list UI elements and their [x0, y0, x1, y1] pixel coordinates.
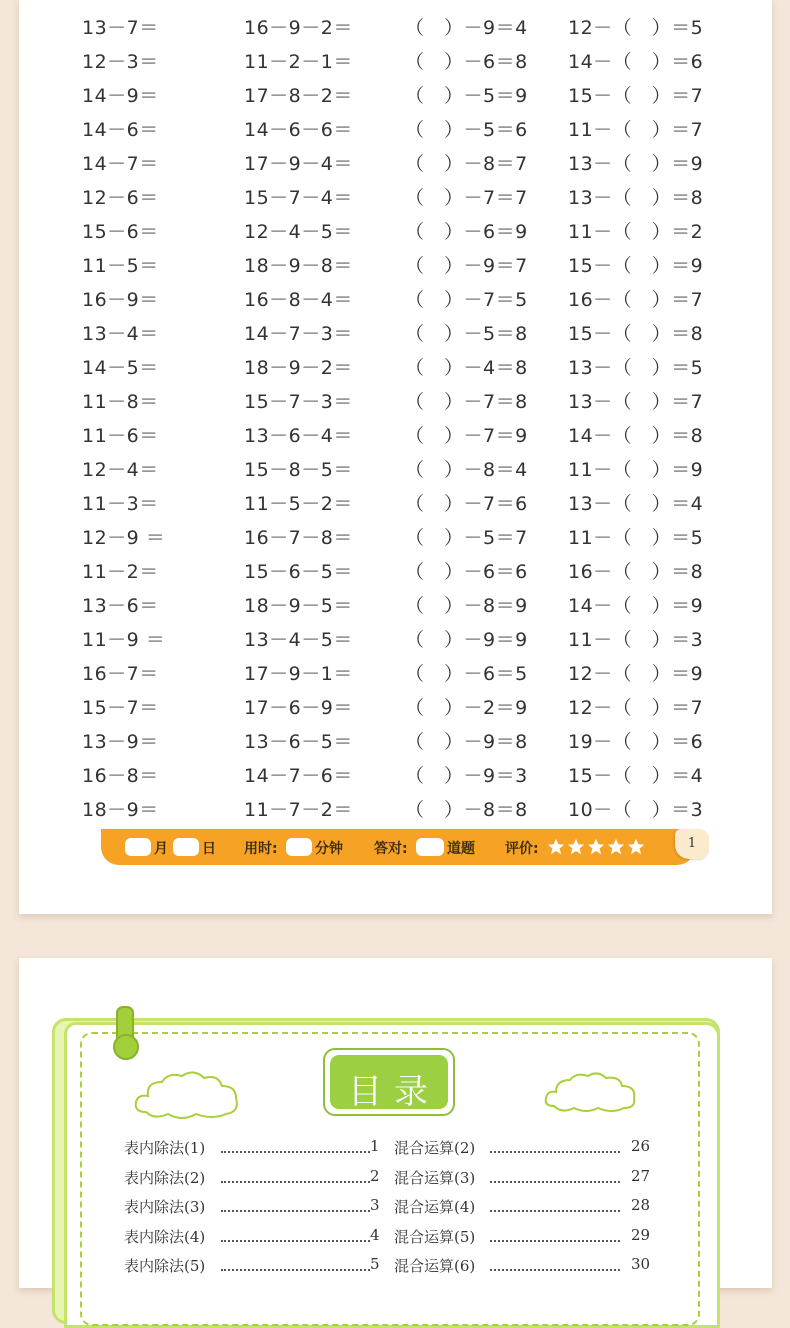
- toc-entry-label: 混合运算(4): [394, 1198, 476, 1216]
- toc-entry-label: 混合运算(5): [394, 1227, 476, 1246]
- problem-col3-row-9: （ ）－7＝5: [405, 289, 528, 311]
- toc-leader-dots: [221, 1210, 370, 1212]
- toc-leader-dots: [221, 1181, 370, 1183]
- month-input-box[interactable]: [125, 838, 151, 856]
- problem-col1-row-15: 11－3＝: [82, 493, 159, 515]
- problem-col4-row-9: 16－（ ）＝7: [568, 289, 704, 311]
- problem-col4-row-21: 12－（ ）＝7: [568, 697, 704, 719]
- page-number-tab: [675, 829, 709, 859]
- problem-col2-row-1: 16－9－2＝: [244, 17, 353, 39]
- rating-label: 评价:: [505, 841, 539, 857]
- rating-star-icon[interactable]: [567, 838, 585, 856]
- problem-col1-row-4: 14－6＝: [82, 119, 159, 141]
- problem-col3-row-15: （ ）－7＝6: [405, 493, 528, 515]
- problem-col1-row-9: 16－9＝: [82, 289, 159, 311]
- problem-col1-row-8: 11－5＝: [82, 255, 159, 277]
- problem-col1-row-22: 13－9＝: [82, 731, 159, 753]
- problem-col3-row-1: （ ）－9＝4: [405, 17, 528, 39]
- problem-col3-row-16: （ ）－5＝7: [405, 527, 528, 549]
- toc-leader-dots: [490, 1181, 620, 1183]
- problem-col1-row-2: 12－3＝: [82, 51, 159, 73]
- problem-col2-row-15: 11－5－2＝: [244, 493, 353, 515]
- problem-col3-row-14: （ ）－8＝4: [405, 459, 528, 481]
- toc-entry-page: 5: [370, 1255, 380, 1273]
- day-input-box[interactable]: [173, 838, 199, 856]
- problem-col4-row-24: 10－（ ）＝3: [568, 799, 704, 821]
- problem-col1-row-11: 14－5＝: [82, 357, 159, 379]
- problem-col3-row-10: （ ）－5＝8: [405, 323, 528, 345]
- problem-col4-row-8: 15－（ ）＝9: [568, 255, 704, 277]
- toc-entry-page: 27: [631, 1166, 651, 1185]
- time-label: 用时:: [244, 841, 278, 857]
- problem-col4-row-16: 11－（ ）＝5: [568, 527, 704, 549]
- problem-col2-row-8: 18－9－8＝: [244, 255, 353, 277]
- problem-col2-row-14: 15－8－5＝: [244, 459, 353, 481]
- problem-col1-row-16: 12－9 ＝: [82, 527, 166, 549]
- problem-col3-row-20: （ ）－6＝5: [405, 663, 528, 685]
- problem-col2-row-6: 15－7－4＝: [244, 187, 353, 209]
- problem-col2-row-11: 18－9－2＝: [244, 357, 353, 379]
- problem-col3-row-19: （ ）－9＝9: [405, 629, 528, 651]
- toc-leader-dots: [221, 1151, 370, 1153]
- problem-col3-row-22: （ ）－9＝8: [405, 731, 528, 753]
- toc-title: 目录: [348, 1072, 440, 1112]
- toc-entry-page: 28: [631, 1196, 651, 1214]
- problem-col1-row-14: 12－4＝: [82, 459, 159, 481]
- problem-col1-row-7: 15－6＝: [82, 221, 159, 243]
- problem-col4-row-1: 12－（ ）＝5: [568, 17, 704, 39]
- problem-col2-row-13: 13－6－4＝: [244, 425, 353, 447]
- problem-col2-row-7: 12－4－5＝: [244, 221, 353, 243]
- problem-col3-row-12: （ ）－7＝8: [405, 391, 528, 413]
- problem-col1-row-21: 15－7＝: [82, 697, 159, 719]
- problem-col4-row-23: 15－（ ）＝4: [568, 765, 704, 787]
- toc-leader-dots: [490, 1240, 620, 1242]
- problem-col3-row-23: （ ）－9＝3: [405, 765, 528, 787]
- problem-col2-row-2: 11－2－1＝: [244, 51, 353, 73]
- problem-col3-row-21: （ ）－2＝9: [405, 697, 528, 719]
- minutes-label: 分钟: [315, 841, 343, 857]
- toc-entry-label: 混合运算(3): [394, 1168, 476, 1187]
- problem-col1-row-12: 11－8＝: [82, 391, 159, 413]
- problem-col4-row-15: 13－（ ）＝4: [568, 493, 704, 515]
- toc-entry-label: 表内除法(1): [124, 1139, 206, 1157]
- rating-star-icon[interactable]: [607, 838, 625, 856]
- problem-col2-row-20: 17－9－1＝: [244, 663, 353, 685]
- problem-col1-row-18: 13－6＝: [82, 595, 159, 617]
- problem-col4-row-18: 14－（ ）＝9: [568, 595, 704, 617]
- problem-col1-row-3: 14－9＝: [82, 85, 159, 107]
- problem-col3-row-24: （ ）－8＝8: [405, 799, 528, 821]
- problem-col4-row-17: 16－（ ）＝8: [568, 561, 704, 583]
- toc-entry-label: 混合运算(2): [394, 1139, 476, 1157]
- toc-entry-page: 29: [631, 1225, 651, 1244]
- problem-col4-row-20: 12－（ ）＝9: [568, 663, 704, 685]
- correct-input-box[interactable]: [416, 838, 444, 856]
- problem-col4-row-12: 13－（ ）＝7: [568, 391, 704, 413]
- problem-col4-row-22: 19－（ ）＝6: [568, 731, 704, 753]
- toc-entry-page: 30: [631, 1255, 651, 1273]
- toc-title-frame: [323, 1048, 455, 1116]
- page-number: 1: [687, 836, 697, 851]
- problem-col3-row-7: （ ）－6＝9: [405, 221, 528, 243]
- rating-star-icon[interactable]: [587, 838, 605, 856]
- problem-col2-row-17: 15－6－5＝: [244, 561, 353, 583]
- toc-entry-page: 3: [370, 1196, 380, 1214]
- problem-col1-row-23: 16－8＝: [82, 765, 159, 787]
- rating-star-icon[interactable]: [547, 838, 565, 856]
- problem-col2-row-18: 18－9－5＝: [244, 595, 353, 617]
- problem-col4-row-11: 13－（ ）＝5: [568, 357, 704, 379]
- problem-col3-row-13: （ ）－7＝9: [405, 425, 528, 447]
- problem-col3-row-4: （ ）－5＝6: [405, 119, 528, 141]
- toc-entry-label: 表内除法(3): [124, 1198, 206, 1216]
- problem-col1-row-20: 16－7＝: [82, 663, 159, 685]
- problem-col2-row-9: 16－8－4＝: [244, 289, 353, 311]
- problem-col3-row-11: （ ）－4＝8: [405, 357, 528, 379]
- correct-label: 答对:: [374, 841, 408, 857]
- cloud-right-icon: [542, 1068, 642, 1118]
- problem-col3-row-17: （ ）－6＝6: [405, 561, 528, 583]
- toc-entry-page: 1: [370, 1137, 380, 1155]
- problem-col4-row-14: 11－（ ）＝9: [568, 459, 704, 481]
- problem-col2-row-23: 14－7－6＝: [244, 765, 353, 787]
- problem-col4-row-2: 14－（ ）＝6: [568, 51, 704, 73]
- toc-leader-dots: [490, 1210, 620, 1212]
- toc-entry-page: 4: [370, 1225, 380, 1244]
- problem-col1-row-17: 11－2＝: [82, 561, 159, 583]
- toc-leader-dots: [490, 1269, 620, 1271]
- problem-col4-row-4: 11－（ ）＝7: [568, 119, 704, 141]
- problem-col1-row-5: 14－7＝: [82, 153, 159, 175]
- questions-label: 道题: [447, 841, 475, 857]
- toc-entry-page: 2: [370, 1166, 380, 1185]
- toc-leader-dots: [221, 1269, 370, 1271]
- problem-col2-row-3: 17－8－2＝: [244, 85, 353, 107]
- problem-col3-row-2: （ ）－6＝8: [405, 51, 528, 73]
- problem-col4-row-19: 11－（ ）＝3: [568, 629, 704, 651]
- problem-col3-row-18: （ ）－8＝9: [405, 595, 528, 617]
- problem-col3-row-6: （ ）－7＝7: [405, 187, 528, 209]
- pin-head-icon: [113, 1034, 139, 1060]
- toc-entry-label: 表内除法(5): [124, 1257, 206, 1275]
- cloud-left-icon: [132, 1068, 244, 1124]
- rating-star-icon[interactable]: [627, 838, 645, 856]
- problem-col4-row-5: 13－（ ）＝9: [568, 153, 704, 175]
- problem-col2-row-19: 13－4－5＝: [244, 629, 353, 651]
- problem-col2-row-10: 14－7－3＝: [244, 323, 353, 345]
- problem-col2-row-16: 16－7－8＝: [244, 527, 353, 549]
- problem-col1-row-24: 18－9＝: [82, 799, 159, 821]
- problem-col2-row-5: 17－9－4＝: [244, 153, 353, 175]
- toc-leader-dots: [490, 1151, 620, 1153]
- footer-bar: [101, 829, 695, 865]
- toc-entry-label: 表内除法(4): [124, 1227, 206, 1246]
- problem-col4-row-6: 13－（ ）＝8: [568, 187, 704, 209]
- problem-col3-row-3: （ ）－5＝9: [405, 85, 528, 107]
- problem-col3-row-5: （ ）－8＝7: [405, 153, 528, 175]
- problem-col1-row-6: 12－6＝: [82, 187, 159, 209]
- toc-leader-dots: [221, 1240, 370, 1242]
- problem-col3-row-8: （ ）－9＝7: [405, 255, 528, 277]
- problem-col2-row-4: 14－6－6＝: [244, 119, 353, 141]
- time-input-box[interactable]: [286, 838, 312, 856]
- problem-col2-row-12: 15－7－3＝: [244, 391, 353, 413]
- toc-entry-page: 26: [631, 1137, 651, 1155]
- problem-col2-row-21: 17－6－9＝: [244, 697, 353, 719]
- problem-col2-row-24: 11－7－2＝: [244, 799, 353, 821]
- problem-col2-row-22: 13－6－5＝: [244, 731, 353, 753]
- problem-col1-row-19: 11－9 ＝: [82, 629, 166, 651]
- problem-col4-row-10: 15－（ ）＝8: [568, 323, 704, 345]
- problem-col1-row-13: 11－6＝: [82, 425, 159, 447]
- toc-entry-label: 表内除法(2): [124, 1168, 206, 1187]
- problem-col4-row-3: 15－（ ）＝7: [568, 85, 704, 107]
- problem-col1-row-1: 13－7＝: [82, 17, 159, 39]
- month-label: 月: [154, 841, 168, 857]
- toc-entry-label: 混合运算(6): [394, 1257, 476, 1275]
- day-label: 日: [202, 841, 216, 857]
- problem-col4-row-7: 11－（ ）＝2: [568, 221, 704, 243]
- problem-col4-row-13: 14－（ ）＝8: [568, 425, 704, 447]
- problem-col1-row-10: 13－4＝: [82, 323, 159, 345]
